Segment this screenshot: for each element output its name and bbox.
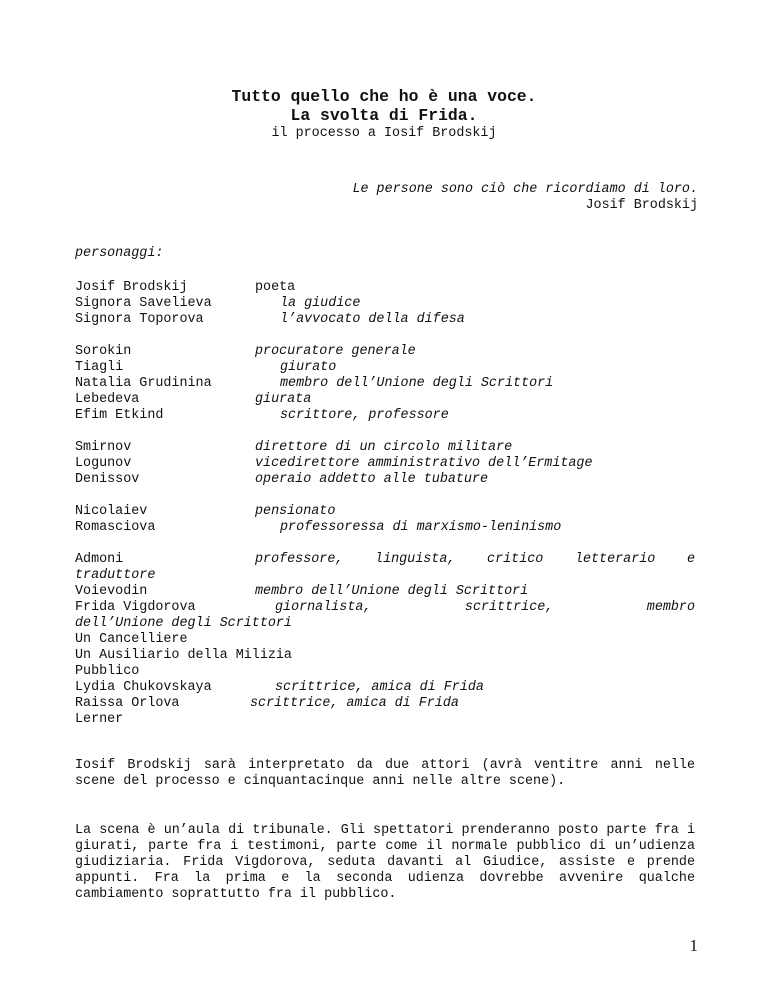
cast-role: la giudice [280, 296, 361, 311]
cast-name: Lerner [75, 712, 124, 727]
cast-name: Voievodin [75, 584, 148, 599]
characters-heading: personaggi: [75, 246, 164, 261]
cast-name: Lydia Chukovskaya [75, 680, 212, 695]
cast-name: Lebedeva [75, 392, 140, 407]
cast-role: procuratore generale [255, 344, 416, 359]
cast-role: membro dell’Unione degli Scrittori [255, 584, 529, 599]
cast-name: Efim Etkind [75, 408, 164, 423]
paragraph-scene: La scena è un’aula di tribunale. Gli spettatori prenderanno posto parte fra i giurati, parte fra i testimoni, parte come il normale pubblico di un’udienza giudiziaria. Frida Vigdorova, seduta davanti al Giudice, assiste e prende appunti. Fra la prima e la seconda udienza dovrebbe avvenire qualche cambiamento soprattutto fra il pubblico. [75, 823, 695, 902]
cast-name: Denissov [75, 472, 140, 487]
cast-name: Raissa Orlova [75, 696, 180, 711]
subtitle: il processo a Iosif Brodskij [271, 126, 497, 141]
cast-name: Tiagli [75, 360, 124, 375]
cast-role: membro dell’Unione degli Scrittori [280, 376, 554, 391]
cast-role: giurato [280, 360, 337, 375]
cast-name: Smirnov [75, 440, 132, 455]
cast-name: Josif Brodskij [75, 280, 188, 295]
epigraph-quote: Le persone sono ciò che ricordiamo di loro. [352, 182, 698, 197]
epigraph-author: Josif Brodskij [585, 198, 698, 213]
cast-role-continued: traduttore [75, 568, 156, 583]
cast-name: Pubblico [75, 664, 140, 679]
cast-name: Romasciova [75, 520, 156, 535]
cast-role-continued: dell’Unione degli Scrittori [75, 616, 292, 631]
cast-role: scrittrice, amica di Frida [275, 680, 484, 695]
cast-name: Logunov [75, 456, 132, 471]
cast-name: Signora Savelieva [75, 296, 212, 311]
cast-role: vicedirettore amministrativo dell’Ermitage [255, 456, 593, 471]
cast-role: giurata [255, 392, 312, 407]
paragraph-actors: Iosif Brodskij sarà interpretato da due attori (avrà ventitre anni nelle scene del processo e cinquantacinque anni nelle altre scene). [75, 758, 695, 789]
cast-name: Nicolaiev [75, 504, 148, 519]
title-line-2: La svolta di Frida. [290, 106, 478, 125]
cast-name: Frida Vigdorova [75, 600, 196, 615]
cast-role: scrittore, professore [280, 408, 449, 423]
cast-role: professoressa di marxismo-leninismo [280, 520, 562, 535]
cast-role: poeta [255, 280, 296, 295]
cast-role: professore, linguista, critico letterario e [255, 552, 695, 567]
page-number: 1 [689, 936, 698, 955]
cast-role: pensionato [255, 504, 336, 519]
cast-role: operaio addetto alle tubature [255, 472, 489, 487]
cast-name: Natalia Grudinina [75, 376, 212, 391]
cast-name: Signora Toporova [75, 312, 204, 327]
title-line-1: Tutto quello che ho è una voce. [231, 87, 537, 106]
cast-role: direttore di un circolo militare [255, 440, 513, 455]
cast-role: giornalista, scrittrice, membro [275, 600, 695, 615]
cast-name: Un Cancelliere [75, 632, 188, 647]
cast-role: l’avvocato della difesa [280, 312, 465, 327]
cast-name: Sorokin [75, 344, 132, 359]
cast-name: Admoni [75, 552, 124, 567]
cast-name: Un Ausiliario della Milizia [75, 648, 292, 663]
cast-role: scrittrice, amica di Frida [250, 696, 459, 711]
